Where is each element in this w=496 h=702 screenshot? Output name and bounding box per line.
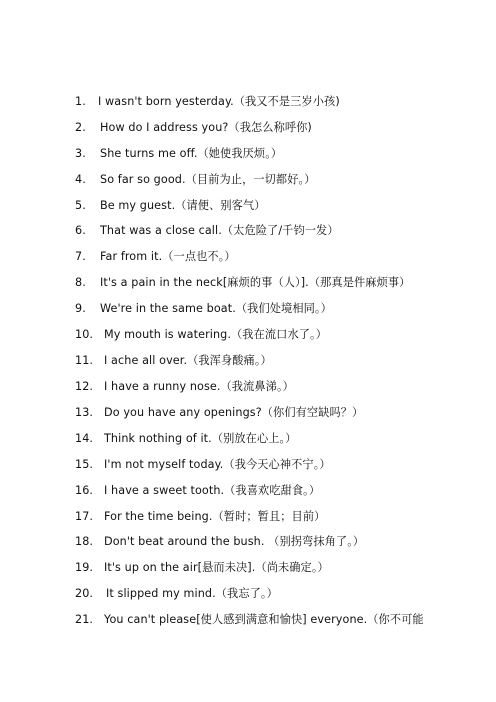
item-number: 2. bbox=[75, 120, 86, 134]
item-text: She turns me off.（她使我厌烦。） bbox=[100, 147, 283, 160]
item-text: Think nothing of it.（别放在心上。） bbox=[104, 432, 297, 445]
item-text: Do you have any openings?（你们有空缺吗？） bbox=[104, 406, 364, 419]
item-number: 12. bbox=[75, 379, 94, 393]
item-text: That was a close call.（太危险了/千钧一发） bbox=[100, 224, 339, 237]
item-number: 7. bbox=[75, 249, 86, 263]
item-number: 15. bbox=[75, 457, 94, 471]
item-text: We're in the same boat.（我们处境相同。） bbox=[100, 302, 332, 315]
item-number: 5. bbox=[75, 198, 86, 212]
item-text: How do I address you?（我怎么称呼你) bbox=[100, 121, 312, 134]
item-text: It's up on the air[悬而未决].（尚未确定。） bbox=[104, 561, 329, 574]
item-number: 8. bbox=[75, 275, 86, 289]
item-number: 21. bbox=[75, 612, 94, 626]
item-number: 16. bbox=[75, 483, 94, 497]
item-text: I have a sweet tooth.（我喜欢吃甜食。） bbox=[104, 484, 321, 497]
item-number: 19. bbox=[75, 560, 94, 574]
item-text: For the time being.（暂时；暂且；目前） bbox=[104, 510, 326, 523]
item-number: 14. bbox=[75, 431, 94, 445]
item-number: 18. bbox=[75, 534, 94, 548]
item-number: 9. bbox=[75, 301, 86, 315]
item-text: Be my guest.（请便、别客气） bbox=[100, 199, 266, 212]
item-text: I wasn't born yesterday.（我又不是三岁小孩) bbox=[98, 95, 340, 108]
item-number: 1. bbox=[75, 94, 86, 108]
item-text: It slipped my mind.（我忘了。） bbox=[106, 587, 278, 600]
item-number: 20. bbox=[75, 586, 94, 600]
item-number: 13. bbox=[75, 405, 94, 419]
item-text: I ache all over.（我浑身酸痛。） bbox=[104, 354, 272, 367]
item-text: I'm not myself today.（我今天心神不宁。） bbox=[104, 458, 331, 471]
item-number: 6. bbox=[75, 223, 86, 237]
item-text: It's a pain in the neck[麻烦的事（人）].（那真是件麻烦事） bbox=[100, 276, 411, 289]
item-text: Far from it.（一点也不。） bbox=[100, 250, 236, 263]
item-number: 17. bbox=[75, 509, 94, 523]
item-text: My mouth is watering.（我在流口水了。） bbox=[104, 328, 328, 341]
item-number: 11. bbox=[75, 353, 94, 367]
item-text: Don't beat around the bush. （别拐弯抹角了。） bbox=[104, 535, 365, 548]
item-text: So far so good.（目前为止，一切都好。） bbox=[100, 173, 316, 186]
item-text: I have a runny nose.（我流鼻涕。） bbox=[104, 380, 294, 393]
item-number: 10. bbox=[75, 327, 94, 341]
item-number: 3. bbox=[75, 146, 86, 160]
item-text: You can't please[使人感到满意和愉快] everyone.（你不可能 bbox=[104, 613, 424, 626]
item-number: 4. bbox=[75, 172, 86, 186]
